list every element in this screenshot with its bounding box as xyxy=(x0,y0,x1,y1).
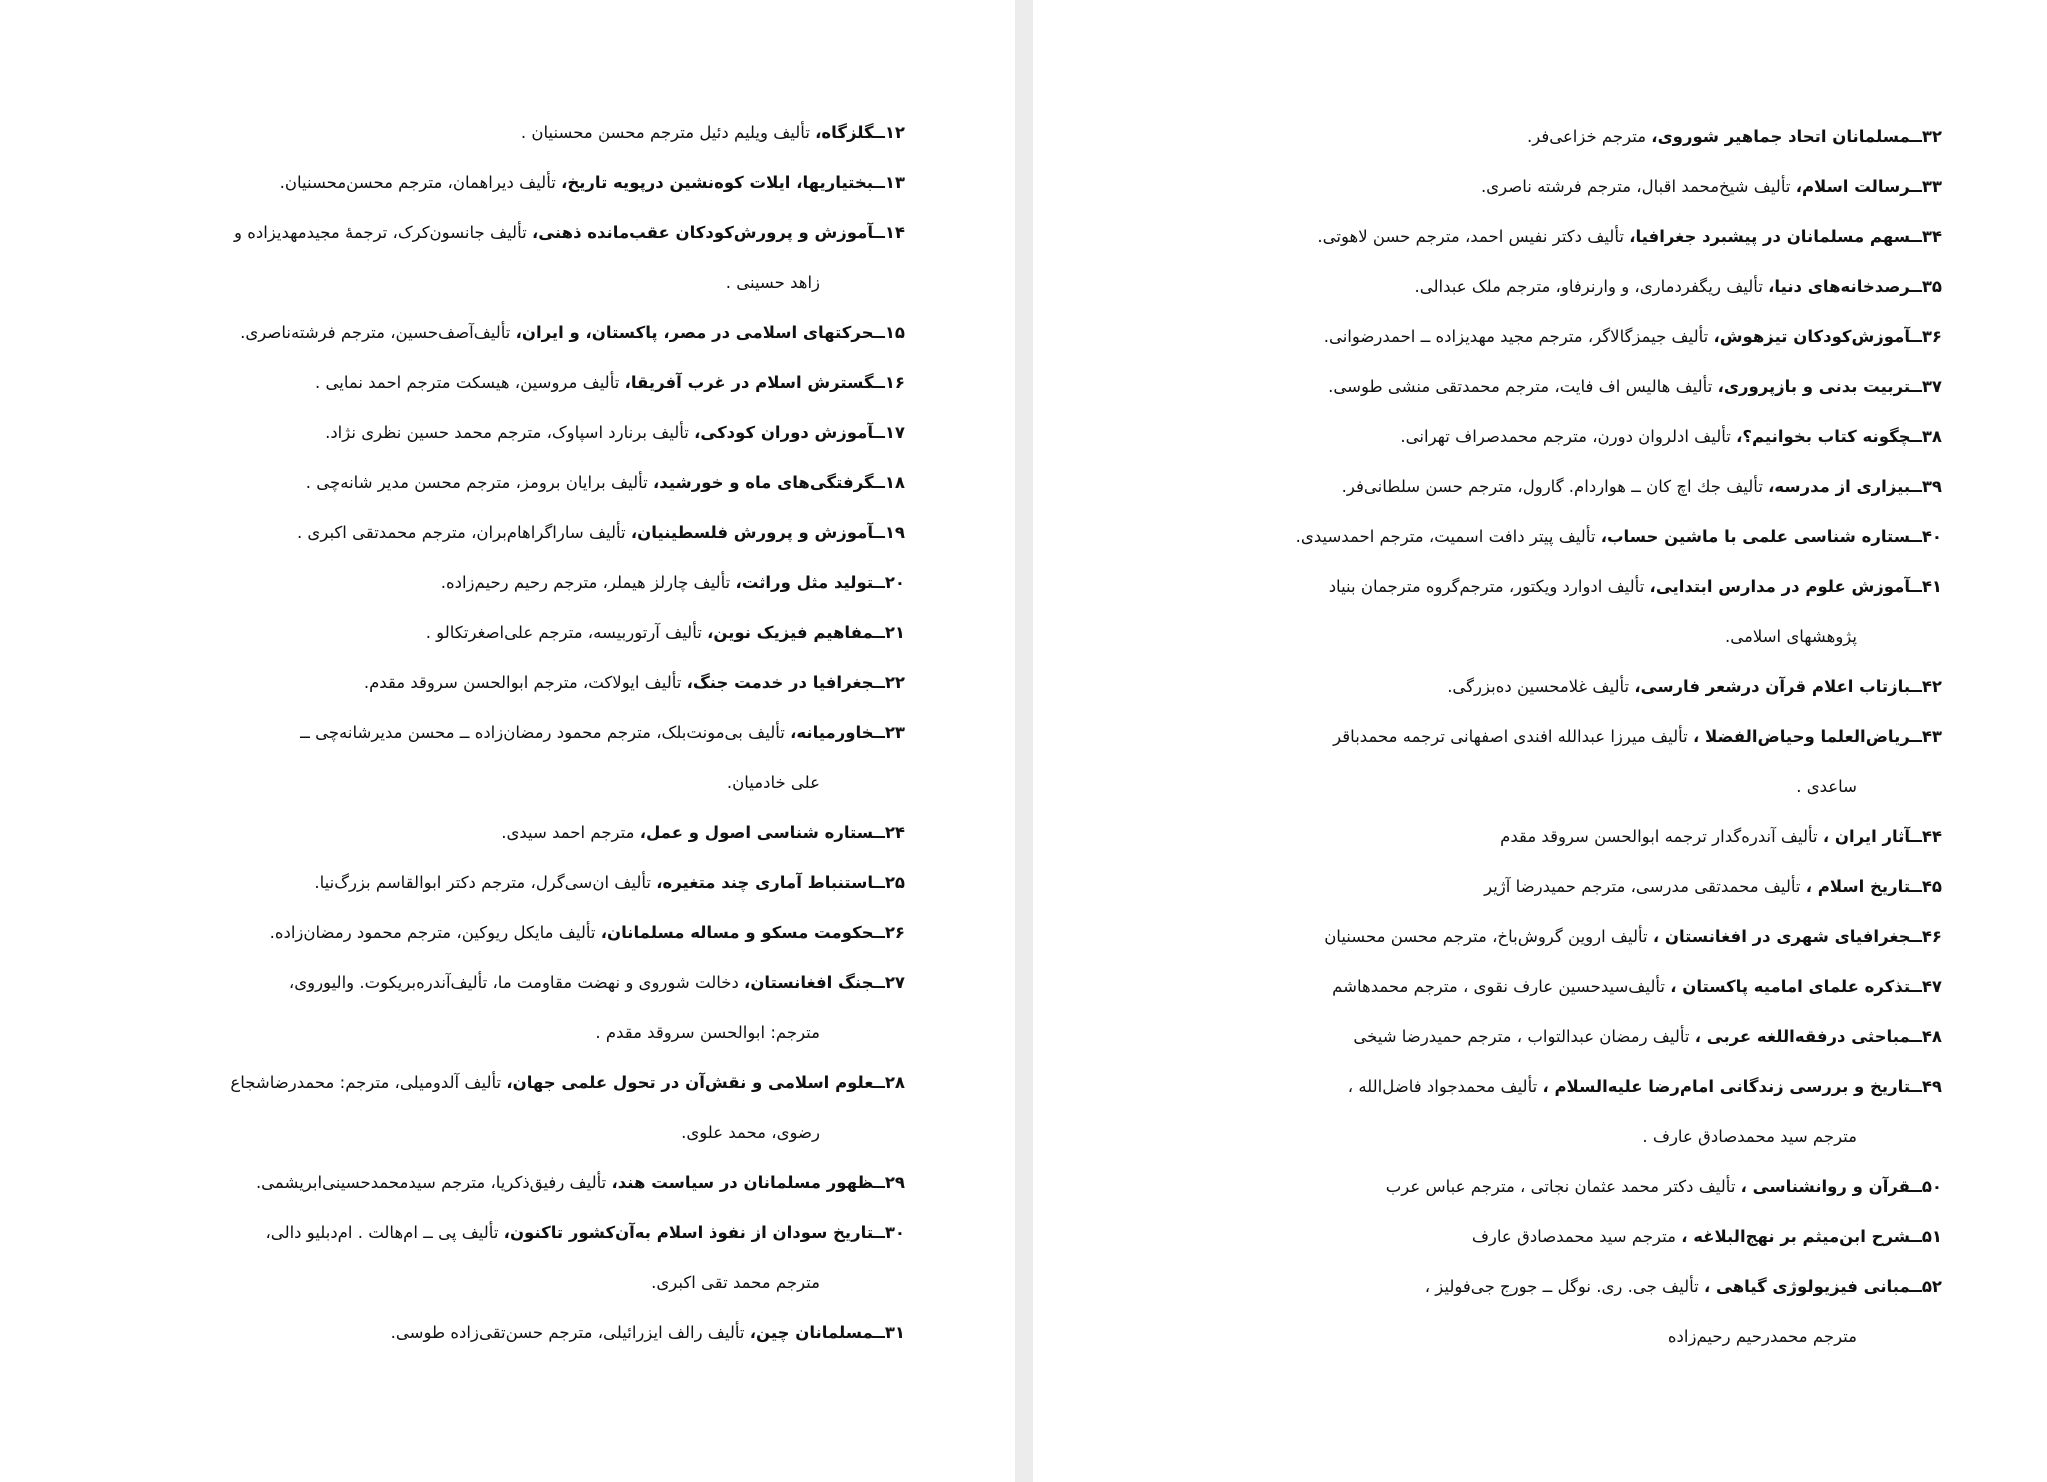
entry-title: بیزاری از مدرسه، xyxy=(1768,477,1911,496)
entry-details: تألیف دیراهمان، مترجم محسن‌محسنیان. xyxy=(279,173,562,192)
right-page-entries xyxy=(1125,112,1942,1362)
entry-title: آموزش دوران کودکی، xyxy=(694,423,874,442)
bibliography-entry xyxy=(100,658,905,708)
entry-details: تألیف جانسون‌کرک، ترجمهٔ مجیدمهدیزاده و xyxy=(234,223,532,242)
bibliography-entry xyxy=(100,158,905,208)
entry-title: تربیت بدنی و بازپروری، xyxy=(1717,377,1911,396)
bibliography-entry xyxy=(100,708,905,758)
entry-title: گسترش اسلام در غرب آفریقا، xyxy=(624,373,874,392)
bibliography-entry xyxy=(1125,112,1942,162)
entry-title: حرکتهای اسلامی در مصر، پاکستان، و ایران، xyxy=(515,323,874,342)
entry-details: تألیف چارلز هیملر، مترجم رحیم رحیم‌زاده. xyxy=(440,573,736,592)
entry-title: علوم اسلامی و نقش‌آن در تحول علمی جهان، xyxy=(506,1073,874,1092)
entry-number: ۳۴ــ xyxy=(1910,227,1942,246)
entry-details: تألیف رالف ایزرائیلی، مترجم حسن‌تقی‌زاده طوسی. xyxy=(390,1323,750,1342)
entry-number: ۳۹ــ xyxy=(1910,477,1942,496)
entry-number: ۴۶ــ xyxy=(1910,927,1942,946)
entry-details: تألیف جی. ری. نوگل ــ جورج جی‌فولیز ، xyxy=(1424,1277,1704,1296)
entry-number: ۴۳ــ xyxy=(1910,727,1942,746)
entry-details: تألیف بی‌مونت‌بلک، مترجم محمود رمضان‌زاده ــ محسن مدیرشانه‌چی ــ xyxy=(300,723,791,742)
entry-title: آموزش علوم در مدارس ابتدایی، xyxy=(1649,577,1911,596)
entry-number: ۱۳ــ xyxy=(873,173,905,192)
entry-title: سهم مسلمانان در پیشبرد جغرافیا، xyxy=(1629,227,1911,246)
entry-title: تاریخ و بررسی زندگانی امام‌رضا علیه‌السلام ، xyxy=(1542,1077,1911,1096)
bibliography-entry xyxy=(100,858,905,908)
entry-details: تألیف اروین گروش‌باخ، مترجم محسن محسنیان xyxy=(1324,927,1653,946)
entry-details: تألیف مروسین، هیسکت مترجم احمد نمایی . xyxy=(315,373,625,392)
entry-title: شرح ابن‌میثم بر نهج‌البلاغه ، xyxy=(1681,1227,1911,1246)
entry-title: جنگ افغانستان، xyxy=(744,973,874,992)
bibliography-entry xyxy=(1125,512,1942,562)
entry-number: ۱۶ــ xyxy=(873,373,905,392)
entry-number: ۱۵ــ xyxy=(873,323,905,342)
entry-continuation: رضوی، محمد علوی. xyxy=(681,1123,820,1142)
entry-details: مترجم خزاعی‌فر. xyxy=(1526,127,1652,146)
bibliography-entry xyxy=(1125,562,1942,612)
entry-title: خاورمیانه، xyxy=(790,723,874,742)
entry-continuation: مترجم سید محمدصادق عارف . xyxy=(1642,1127,1857,1146)
right-page xyxy=(1033,0,2047,1482)
entry-details: تألیف هالیس اف فایت، مترجم محمدتقی منشی طوسی. xyxy=(1328,377,1718,396)
entry-title: مباحثی درفقه‌اللغه عربی ، xyxy=(1694,1027,1911,1046)
entry-title: ستاره شناسی اصول و عمل، xyxy=(639,823,874,842)
entry-details: تألیف محمدتقی مدرسی، مترجم حمیدرضا آژیر xyxy=(1484,877,1806,896)
entry-number: ۴۰ــ xyxy=(1910,527,1942,546)
entry-details: تألیف محمدجواد فاضل‌الله ، xyxy=(1347,1077,1543,1096)
bibliography-entry xyxy=(1125,412,1942,462)
entry-number: ۴۸ــ xyxy=(1910,1027,1942,1046)
entry-details: تألیف ایولاکت، مترجم ابوالحسن سروقد مقدم. xyxy=(363,673,687,692)
entry-details: تألیف آلدومیلی، مترجم: محمدرضاشجاع xyxy=(230,1073,507,1092)
entry-number: ۳۷ــ xyxy=(1910,377,1942,396)
entry-title: رسالت اسلام، xyxy=(1795,177,1911,196)
entry-number: ۳۲ــ xyxy=(1910,127,1942,146)
entry-details: تألیف ساراگراهام‌بران، مترجم محمدتقی اکبری . xyxy=(296,523,631,542)
entry-details: تألیف‌آصف‌حسین، مترجم فرشته‌ناصری. xyxy=(240,323,516,342)
entry-title: بختیاریها، ایلات کوه‌نشین درپویه تاریخ، xyxy=(561,173,874,192)
entry-details: مترجم احمد سیدی. xyxy=(501,823,640,842)
entry-title: آثار ایران ، xyxy=(1822,827,1911,846)
entry-number: ۱۸ــ xyxy=(873,473,905,492)
entry-number: ۲۳ــ xyxy=(873,723,905,742)
bibliography-entry xyxy=(100,908,905,958)
entry-details: تألیف شیخ‌محمد اقبال، مترجم فرشته ناصری. xyxy=(1480,177,1796,196)
entry-title: مسلمانان اتحاد جماهیر شوروی، xyxy=(1651,127,1911,146)
bibliography-entry xyxy=(100,108,905,158)
entry-number: ۵۲ــ xyxy=(1910,1277,1942,1296)
entry-details: دخالت شوروی و نهضت مقاومت ما، تألیف‌آندره‌بریکوت. والیوروی، xyxy=(288,973,745,992)
entry-title: بازتاب اعلام قرآن درشعر فارسی، xyxy=(1634,677,1911,696)
bibliography-entry xyxy=(100,1158,905,1208)
entry-details: تألیف غلامحسین ده‌بزرگی. xyxy=(1447,677,1635,696)
entry-number: ۳۱ــ xyxy=(873,1323,905,1342)
bibliography-entry xyxy=(1125,662,1942,712)
bibliography-entry xyxy=(1125,1062,1942,1112)
entry-title: رصدخانه‌های دنیا، xyxy=(1768,277,1911,296)
entry-details: تألیف آندره‌گدار ترجمه ابوالحسن سروقد مقدم xyxy=(1500,827,1823,846)
entry-details: مترجم سید محمدصادق عارف xyxy=(1471,1227,1682,1246)
entry-continuation: مترجم: ابوالحسن سروقد مقدم . xyxy=(595,1023,820,1042)
entry-title: ظهور مسلمانان در سیاست هند، xyxy=(611,1173,874,1192)
entry-continuation: مترجم محمد تقی اکبری. xyxy=(651,1273,820,1292)
entry-number: ۴۷ــ xyxy=(1910,977,1942,996)
entry-number: ۵۰ــ xyxy=(1910,1177,1942,1196)
bibliography-entry xyxy=(100,608,905,658)
entry-number: ۴۹ــ xyxy=(1910,1077,1942,1096)
entry-title: جغرافیا در خدمت جنگ، xyxy=(686,673,874,692)
entry-number: ۲۰ــ xyxy=(873,573,905,592)
entry-title: آموزش‌کودکان تیزهوش، xyxy=(1713,327,1911,346)
entry-number: ۴۵ــ xyxy=(1910,877,1942,896)
entry-details: تألیف جیمزگالاگر، مترجم مجید مهدیزاده ــ احمدرضوانی. xyxy=(1323,327,1714,346)
bibliography-entry xyxy=(1125,462,1942,512)
bibliography-entry xyxy=(100,208,905,258)
left-page xyxy=(0,0,1015,1482)
entry-number: ۲۵ــ xyxy=(873,873,905,892)
entry-title: مفاهیم فیزیک نوین، xyxy=(707,623,874,642)
entry-number: ۲۴ــ xyxy=(873,823,905,842)
entry-number: ۱۹ــ xyxy=(873,523,905,542)
entry-number: ۲۲ــ xyxy=(873,673,905,692)
entry-details: تألیف رمضان عبدالتواب ، مترجم حمیدرضا شیخی xyxy=(1353,1027,1695,1046)
entry-number: ۳۳ــ xyxy=(1910,177,1942,196)
entry-details: تألیف دکتر محمد عثمان نجاتی ، مترجم عباس عرب xyxy=(1385,1177,1741,1196)
entry-details: تألیف برنارد اسپاوک، مترجم محمد حسین نظری نژاد. xyxy=(325,423,695,442)
bibliography-entry xyxy=(100,458,905,508)
entry-number: ۲۷ــ xyxy=(873,973,905,992)
entry-number: ۱۷ــ xyxy=(873,423,905,442)
entry-details: تألیف برایان برومز، مترجم محسن مدیر شانه‌چی . xyxy=(305,473,653,492)
entry-title: ریاض‌العلما وحیاض‌الفضلا ، xyxy=(1693,727,1911,746)
bibliography-entry xyxy=(1125,712,1942,762)
entry-details: تألیف دکتر نفیس احمد، مترجم حسن لاهوتی. xyxy=(1317,227,1630,246)
entry-continuation: ساعدی . xyxy=(1796,777,1857,796)
bibliography-entry xyxy=(1125,162,1942,212)
entry-details: تألیف ویلیم دئیل مترجم محسن محسنیان . xyxy=(520,123,816,142)
entry-title: مسلمانان چین، xyxy=(749,1323,874,1342)
entry-continuation: مترجم محمدرحیم رحیم‌زاده xyxy=(1667,1327,1857,1346)
entry-title: جغرافیای شهری در افغانستان ، xyxy=(1652,927,1911,946)
bibliography-entry xyxy=(1125,962,1942,1012)
entry-details: تألیف آرتوربیسه، مترجم علی‌اصغرتکالو . xyxy=(425,623,708,642)
entry-continuation: علی خادمیان. xyxy=(726,773,820,792)
entry-details: تألیف جك اچ کان ــ هواردام. گارول، مترجم حسن سلطانی‌فر. xyxy=(1341,477,1769,496)
entry-title: حکومت مسکو و مساله مسلمانان، xyxy=(600,923,874,942)
bibliography-entry xyxy=(1125,912,1942,962)
entry-number: ۳۸ــ xyxy=(1910,427,1942,446)
entry-number: ۳۰ــ xyxy=(873,1223,905,1242)
bibliography-entry xyxy=(100,1058,905,1108)
entry-number: ۳۵ــ xyxy=(1910,277,1942,296)
bibliography-entry xyxy=(100,358,905,408)
entry-title: قرآن و روانشناسی ، xyxy=(1740,1177,1911,1196)
entry-details: تألیف مایکل ریوکین، مترجم محمود رمضان‌زاده. xyxy=(269,923,601,942)
entry-title: آموزش و پرورش فلسطینیان، xyxy=(630,523,874,542)
entry-details: تألیف پیتر دافت اسمیت، مترجم احمدسیدی. xyxy=(1295,527,1601,546)
bibliography-entry xyxy=(1125,1212,1942,1262)
entry-details: تألیف ادلروان دورن، مترجم محمدصراف تهرانی. xyxy=(1400,427,1737,446)
entry-continuation: پژوهشهای اسلامی. xyxy=(1725,627,1857,646)
entry-details: تألیف ریگفردماری، و وارنرفاو، مترجم ملک عبدالی. xyxy=(1414,277,1769,296)
entry-details: تألیف پی ــ ام‌هالت . ام‌دبلیو دالی، xyxy=(265,1223,504,1242)
entry-details: تألیف‌سیدحسین عارف نقوی ، مترجم محمدهاشم xyxy=(1332,977,1671,996)
entry-title: استنباط آماری چند متغیره، xyxy=(656,873,874,892)
entry-details: تألیف رفیق‌ذکریا، مترجم سیدمحمدحسینی‌ابریشمی. xyxy=(255,1173,612,1192)
entry-title: تاریخ سودان از نفوذ اسلام به‌آن‌کشور تاکنون، xyxy=(503,1223,874,1242)
bibliography-entry xyxy=(1125,812,1942,862)
entry-details: تألیف میرزا عبدالله افندی اصفهانی ترجمه محمدباقر xyxy=(1333,727,1693,746)
entry-continuation: زاهد حسینی . xyxy=(725,273,820,292)
entry-number: ۴۱ــ xyxy=(1910,577,1942,596)
entry-title: تاریخ اسلام ، xyxy=(1805,877,1911,896)
entry-title: گرفتگی‌های ماه و خورشید، xyxy=(652,473,874,492)
bibliography-entry xyxy=(100,808,905,858)
bibliography-entry xyxy=(1125,212,1942,262)
bibliography-entry xyxy=(1125,1162,1942,1212)
entry-number: ۳۶ــ xyxy=(1910,327,1942,346)
bibliography-entry xyxy=(1125,312,1942,362)
bibliography-entry xyxy=(100,308,905,358)
bibliography-entry xyxy=(100,408,905,458)
entry-number: ۲۸ــ xyxy=(873,1073,905,1092)
entry-number: ۵۱ــ xyxy=(1910,1227,1942,1246)
bibliography-entry xyxy=(100,958,905,1008)
entry-number: ۲۶ــ xyxy=(873,923,905,942)
entry-title: آموزش و پرورش‌کودکان عقب‌مانده ذهنی، xyxy=(531,223,874,242)
bibliography-entry xyxy=(100,1308,905,1358)
bibliography-entry xyxy=(1125,362,1942,412)
entry-number: ۲۱ــ xyxy=(873,623,905,642)
entry-title: تذکره علمای امامیه پاکستان ، xyxy=(1670,977,1911,996)
entry-details: تألیف ادوارد ویکتور، مترجم‌گروه مترجمان بنیاد xyxy=(1328,577,1650,596)
bibliography-entry xyxy=(1125,262,1942,312)
entry-number: ۱۲ــ xyxy=(873,123,905,142)
entry-number: ۴۴ــ xyxy=(1910,827,1942,846)
entry-title: تولید مثل وراثت، xyxy=(735,573,874,592)
entry-number: ۱۴ــ xyxy=(873,223,905,242)
bibliography-entry xyxy=(100,1208,905,1258)
bibliography-entry xyxy=(1125,862,1942,912)
entry-title: مبانی فیزیولوژی گیاهی ، xyxy=(1704,1277,1911,1296)
entry-title: گلزگاه، xyxy=(815,123,874,142)
entry-details: تألیف ان‌سی‌گرل، مترجم دکتر ابوالقاسم بزرگ‌نیا. xyxy=(314,873,657,892)
entry-title: ستاره شناسی علمی با ماشین حساب، xyxy=(1600,527,1911,546)
bibliography-entry xyxy=(100,558,905,608)
entry-title: چگونه کتاب بخوانیم؟، xyxy=(1736,427,1911,446)
entry-number: ۴۲ــ xyxy=(1910,677,1942,696)
entry-number: ۲۹ــ xyxy=(873,1173,905,1192)
left-page-entries xyxy=(100,108,905,1358)
bibliography-entry xyxy=(100,508,905,558)
bibliography-entry xyxy=(1125,1262,1942,1312)
bibliography-entry xyxy=(1125,1012,1942,1062)
